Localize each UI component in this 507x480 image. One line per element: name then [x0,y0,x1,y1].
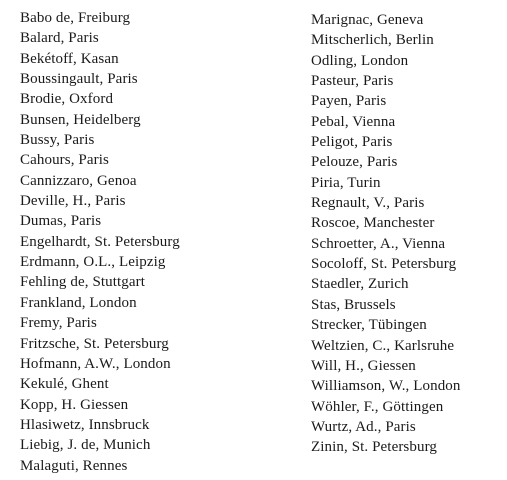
list-item: Socoloff, St. Petersburg [311,256,457,273]
list-item: Fehling de, Stuttgart [20,274,146,291]
list-item: Roscoe, Manchester [311,215,435,232]
list-item: Fremy, Paris [20,315,97,332]
list-item: Pelouze, Paris [311,154,398,171]
list-item: Wöhler, F., Göttingen [311,398,444,415]
list-item: Pasteur, Paris [311,73,394,90]
list-item: Payen, Paris [311,93,387,110]
list-item: Odling, London [311,52,409,69]
list-item: Williamson, W., London [311,378,461,395]
left-name-column [20,8,290,476]
list-item: Weltzien, C., Karlsruhe [311,337,455,354]
list-item: Mitscherlich, Berlin [311,32,434,49]
list-item: Babo de, Freiburg [20,10,131,26]
list-item: Will, H., Giessen [311,357,416,374]
list-item: Staedler, Zurich [311,276,409,293]
list-item: Kekulé, Ghent [20,376,109,393]
list-item: Erdmann, O.L., Leipzig [20,254,166,271]
list-item: Stas, Brussels [311,296,396,313]
list-item: Hlasiwetz, Innsbruck [20,416,150,433]
right-name-column [311,10,501,458]
list-item: Wurtz, Ad., Paris [311,418,416,435]
list-item: Deville, H., Paris [20,193,126,210]
list-item: Hofmann, A.W., London [20,355,171,372]
list-item: Malaguti, Rennes [20,457,128,474]
list-item: Kopp, H. Giessen [20,396,129,413]
list-item: Boussingault, Paris [20,71,138,88]
list-item: Schroetter, A., Vienna [311,235,446,252]
list-item: Peligot, Paris [311,134,393,151]
list-item: Strecker, Tübingen [311,317,427,334]
list-item: Balard, Paris [20,30,99,47]
list-item: Piria, Turin [311,174,381,191]
list-item: Cannizzaro, Genoa [20,172,137,189]
list-item: Frankland, London [20,294,137,311]
list-item: Brodie, Oxford [20,91,114,108]
list-item: Regnault, V., Paris [311,195,425,212]
list-item: Fritzsche, St. Petersburg [20,335,169,352]
list-item: Marignac, Geneva [311,12,424,28]
list-item: Bunsen, Heidelberg [20,111,141,128]
list-item: Bekétoff, Kasan [20,50,119,67]
list-item: Bussy, Paris [20,132,95,149]
list-item: Liebig, J. de, Munich [20,437,151,454]
list-item: Zinin, St. Petersburg [311,439,437,456]
list-item: Engelhardt, St. Petersburg [20,233,180,250]
list-item: Pebal, Vienna [311,113,396,130]
list-item: Cahours, Paris [20,152,109,169]
list-item: Dumas, Paris [20,213,102,230]
